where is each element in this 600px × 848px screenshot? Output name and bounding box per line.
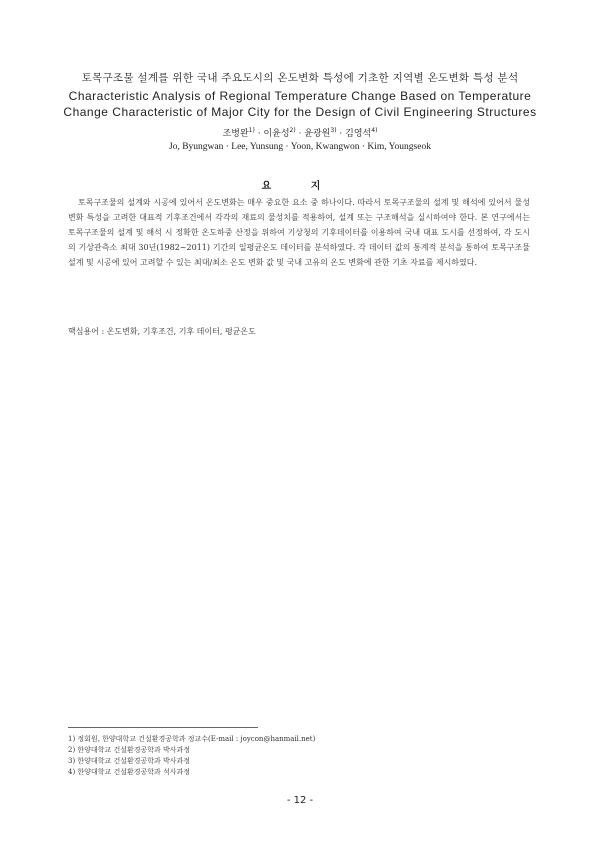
abstract-body: 토목구조물의 설계와 시공에 있어서 온도변화는 매우 중요한 요소 중 하나이다. 따라서 토목구조물의 설계 및 해석에 있어서 물성변화 특성을 고려한 대표적 기후조건에서 각각의 재료의 물성치를 적용하여, 설계 또는 구조해석을 실시하여야 한다. 본 연구에서는 토목구조물의 설계 및 해석 시 정확한 온도하중 산정을 위하여 기상청의 기후데이터를 이용하여 국내 대표 도시를 선정하여, 각 도시의 기상관측소 최대 30년(1982~2011) 기간의 일평균온도 데이터를 분석하였다. 각 데이터 값의 통계적 분석을 통하여 토목구조물 설계 및 시공에 있어 고려할 수 있는 최대/최소 온도 변화 값 및 국내 고유의 온도 변화에 관한 기초 자료를 제시하였다. — [68, 198, 530, 267]
author-name: 이윤성 — [263, 129, 290, 139]
footnote-item: 2) 한양대학교 건설환경공학과 박사과정 — [68, 746, 191, 754]
page-number: - 12 - — [286, 795, 314, 806]
footnotes-list — [68, 734, 530, 778]
authors-block — [40, 126, 560, 152]
title-block — [40, 70, 560, 120]
footnote-item: 4) 한양대학교 건설환경공학과 석사과정 — [68, 768, 191, 776]
author-name: 윤광원 — [304, 129, 331, 139]
author-name: 조병완 — [222, 129, 249, 139]
author-footnote-mark: 4) — [371, 127, 378, 134]
title-english-line1: Characteristic Analysis of Regional Temperature Change Based on Temperature — [68, 89, 532, 103]
footnote-item: 3) 한양대학교 건설환경공학과 박사과정 — [68, 757, 191, 765]
title-english-line2: Change Characteristic of Major City for the Design of Civil Engineering Structures — [63, 105, 537, 119]
keywords: 핵심용어 : 온도변화, 기후조건, 기후 데이터, 평균온도 — [68, 327, 256, 336]
footnote-item: 1) 정회원, 한양대학교 건설환경공학과 정교수(E-mail : joycon@hanmail.net) — [68, 735, 316, 743]
footnote-divider — [68, 727, 258, 728]
title-korean: 토목구조물 설계를 위한 국내 주요도시의 온도변화 특성에 기초한 지역별 온도변화 특성 분석 — [81, 72, 519, 84]
author-footnote-mark: 1) — [248, 127, 255, 134]
author-separator: · — [295, 129, 305, 139]
authors-korean — [40, 126, 560, 139]
author-footnote-mark: 2) — [289, 127, 296, 134]
author-name: 김영석 — [345, 129, 372, 139]
author-separator: · — [254, 129, 264, 139]
author-footnote-mark: 3) — [330, 127, 337, 134]
abstract-heading: 요 지 — [261, 181, 339, 192]
author-separator: · — [336, 129, 346, 139]
authors-english: Jo, Byungwan · Lee, Yunsung · Yoon, Kwangwon · Kim, Youngseok — [169, 142, 431, 152]
